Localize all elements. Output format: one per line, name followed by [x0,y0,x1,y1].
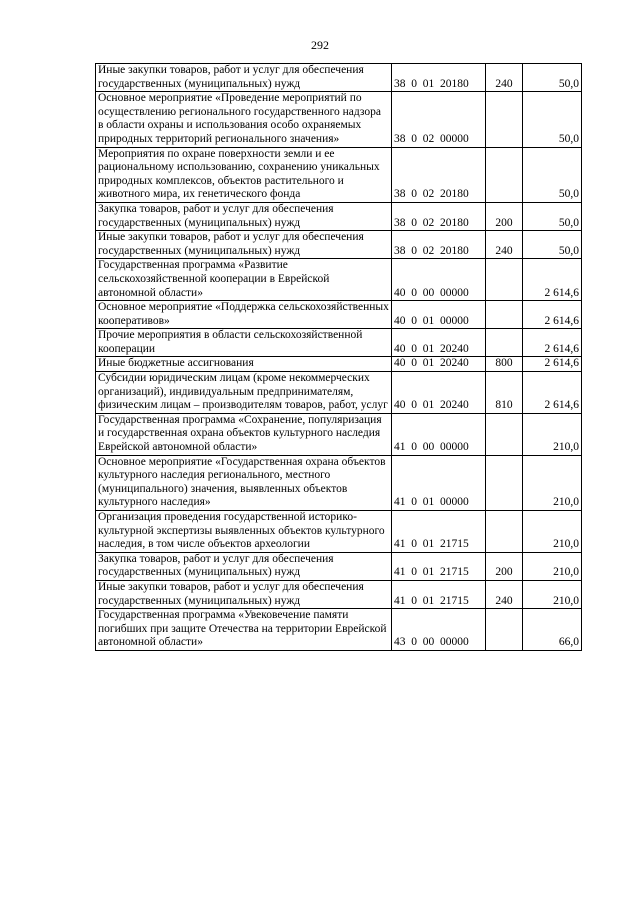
row-code-cell: 40 0 01 20240 [392,372,486,414]
row-amount-cell: 50,0 [523,64,582,92]
row-name-cell: Иные закупки товаров, работ и услуг для обеспечения государственных (муниципальных) нужд [96,580,392,608]
row-code-cell: 41 0 01 21715 [392,511,486,553]
row-expense-type-cell: 240 [486,580,523,608]
row-code-cell: 41 0 01 21715 [392,552,486,580]
row-expense-type-cell: 800 [486,357,523,372]
table-row [96,202,582,230]
table-row [96,147,582,202]
row-name-cell: Закупка товаров, работ и услуг для обеспечения государственных (муниципальных) нужд [96,202,392,230]
row-expense-type-cell [486,301,523,329]
row-name-cell: Субсидии юридическим лицам (кроме некоммерческих организаций), индивидуальным предпринимателям, физическим лицам – производителям товаров, работ, услуг [96,372,392,414]
table-row [96,609,582,651]
row-expense-type-cell: 200 [486,552,523,580]
row-code-cell: 41 0 01 00000 [392,455,486,510]
row-amount-cell: 2 614,6 [523,329,582,357]
table-row [96,301,582,329]
row-name-cell: Иные закупки товаров, работ и услуг для обеспечения государственных (муниципальных) нужд [96,231,392,259]
row-expense-type-cell [486,511,523,553]
row-amount-cell: 210,0 [523,413,582,455]
row-expense-type-cell [486,92,523,147]
table-row [96,329,582,357]
row-expense-type-cell [486,609,523,651]
row-code-cell: 38 0 02 00000 [392,92,486,147]
row-code-cell: 38 0 02 20180 [392,202,486,230]
page-number: 292 [311,38,329,52]
row-amount-cell: 50,0 [523,231,582,259]
row-expense-type-cell: 200 [486,202,523,230]
row-name-cell: Государственная программа «Сохранение, популяризация и государственная охрана объектов культурного наследия Еврейской автономной области» [96,413,392,455]
row-amount-cell: 210,0 [523,580,582,608]
table-row [96,92,582,147]
row-name-cell: Основное мероприятие «Поддержка сельскохозяйственных кооперативов» [96,301,392,329]
row-amount-cell: 2 614,6 [523,372,582,414]
row-expense-type-cell [486,329,523,357]
row-name-cell: Иные закупки товаров, работ и услуг для обеспечения государственных (муниципальных) нужд [96,64,392,92]
table-row [96,64,582,92]
row-code-cell: 38 0 02 20180 [392,147,486,202]
row-amount-cell: 50,0 [523,147,582,202]
budget-table [95,63,582,651]
row-code-cell: 40 0 00 00000 [392,259,486,301]
row-expense-type-cell: 240 [486,231,523,259]
row-expense-type-cell [486,259,523,301]
row-code-cell: 43 0 00 00000 [392,609,486,651]
row-expense-type-cell: 240 [486,64,523,92]
row-code-cell: 40 0 01 20240 [392,329,486,357]
table-row [96,580,582,608]
row-name-cell: Мероприятия по охране поверхности земли и ее рациональному использованию, сохранению уникальных природных комплексов, объектов растительного и животного мира, их генетического фонда [96,147,392,202]
row-amount-cell: 66,0 [523,609,582,651]
row-code-cell: 40 0 01 20240 [392,357,486,372]
row-amount-cell: 2 614,6 [523,259,582,301]
row-name-cell: Основное мероприятие «Проведение мероприятий по осуществлению регионального государственного надзора в области охраны и использования особо охраняемых природных территорий регионального значения» [96,92,392,147]
row-amount-cell: 2 614,6 [523,357,582,372]
table-row [96,511,582,553]
row-name-cell: Закупка товаров, работ и услуг для обеспечения государственных (муниципальных) нужд [96,552,392,580]
table-row [96,455,582,510]
table-row [96,231,582,259]
row-amount-cell: 2 614,6 [523,301,582,329]
row-expense-type-cell [486,147,523,202]
table-row [96,372,582,414]
table-row [96,413,582,455]
row-amount-cell: 210,0 [523,511,582,553]
row-code-cell: 41 0 01 21715 [392,580,486,608]
table-row [96,552,582,580]
row-code-cell: 38 0 01 20180 [392,64,486,92]
row-amount-cell: 50,0 [523,92,582,147]
row-expense-type-cell [486,455,523,510]
row-expense-type-cell: 810 [486,372,523,414]
table-row [96,357,582,372]
row-amount-cell: 210,0 [523,455,582,510]
row-code-cell: 40 0 01 00000 [392,301,486,329]
row-name-cell: Иные бюджетные ассигнования [96,357,392,372]
row-name-cell: Основное мероприятие «Государственная охрана объектов культурного наследия регионального, местного (муниципального) значения, выявленных объектов культурного наследия» [96,455,392,510]
row-name-cell: Прочие мероприятия в области сельскохозяйственной кооперации [96,329,392,357]
row-name-cell: Организация проведения государственной историко-культурной экспертизы выявленных объектов культурного наследия, в том числе объектов археологии [96,511,392,553]
row-name-cell: Государственная программа «Развитие сельскохозяйственной кооперации в Еврейской автономной области» [96,259,392,301]
table-row [96,259,582,301]
row-code-cell: 38 0 02 20180 [392,231,486,259]
row-amount-cell: 50,0 [523,202,582,230]
row-code-cell: 41 0 00 00000 [392,413,486,455]
row-amount-cell: 210,0 [523,552,582,580]
row-expense-type-cell [486,413,523,455]
row-name-cell: Государственная программа «Увековечение памяти погибших при защите Отечества на территории Еврейской автономной области» [96,609,392,651]
